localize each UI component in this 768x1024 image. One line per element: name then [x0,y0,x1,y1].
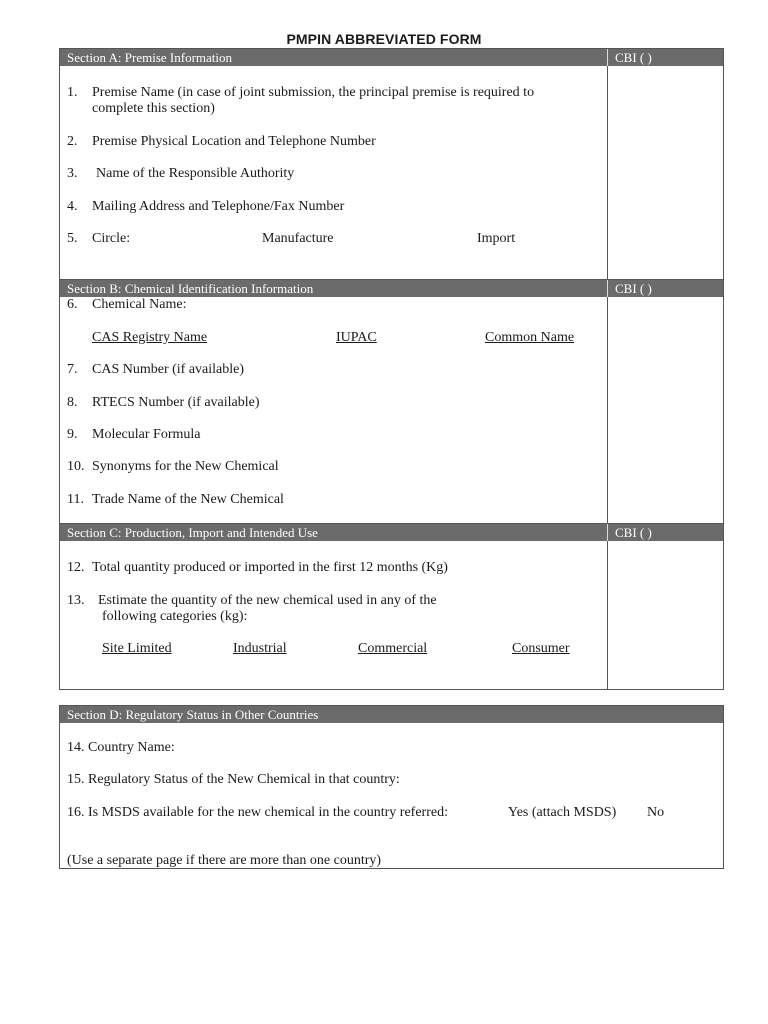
section-d [59,705,724,869]
item-15-regulatory-status: 15. Regulatory Status of the New Chemical in that country: [67,772,400,787]
option-import[interactable]: Import [477,231,516,246]
item-13-estimate-cont: following categories (kg): [102,609,248,624]
item-10-number: 10. [67,459,85,474]
section-a-cbi[interactable]: CBI ( ) [615,50,652,65]
item-9-molecular-formula: Molecular Formula [92,427,201,442]
cbi-column-divider [607,297,608,523]
item-13-number: 13. [67,593,85,608]
section-b-title: Section B: Chemical Identification Information [67,281,314,296]
item-1-premise-name-cont: complete this section) [92,101,215,116]
item-10-synonyms: Synonyms for the New Chemical [92,459,279,474]
item-7-number: 7. [67,362,78,377]
option-manufacture[interactable]: Manufacture [262,231,334,246]
section-c-title: Section C: Production, Import and Intended Use [67,525,318,540]
category-industrial[interactable]: Industrial [233,641,287,656]
item-3-responsible-authority: Name of the Responsible Authority [96,166,295,181]
item-3-number: 3. [67,166,78,181]
item-9-number: 9. [67,427,78,442]
category-consumer[interactable]: Consumer [512,641,570,656]
item-2-number: 2. [67,134,78,149]
header-divider [607,49,608,66]
form-title: PMPIN ABBREVIATED FORM [286,31,482,47]
item-4-mailing-address: Mailing Address and Telephone/Fax Number [92,199,345,214]
item-6-number: 6. [67,297,78,312]
item-2-location: Premise Physical Location and Telephone Number [92,134,376,149]
section-c-header [60,524,723,541]
category-site-limited[interactable]: Site Limited [102,641,172,656]
category-commercial[interactable]: Commercial [358,641,428,656]
item-11-number: 11. [67,492,84,507]
section-b [59,279,724,524]
option-no[interactable]: No [647,805,665,820]
section-a-header [60,49,723,66]
item-14-country-name: 14. Country Name: [67,740,175,755]
section-a-title: Section A: Premise Information [67,50,233,65]
item-16-msds-available: 16. Is MSDS available for the new chemical in the country referred: [67,805,448,820]
item-11-trade-name: Trade Name of the New Chemical [92,492,284,507]
item-13-estimate: Estimate the quantity of the new chemical used in any of the [98,593,437,608]
section-c-cbi[interactable]: CBI ( ) [615,525,652,540]
item-12-total-quantity: Total quantity produced or imported in the first 12 months (Kg) [92,560,448,575]
item-4-number: 4. [67,199,78,214]
section-b-header [60,280,723,297]
separate-page-note: (Use a separate page if there are more than one country) [67,853,382,868]
section-c [59,523,724,690]
cbi-column-divider [607,66,608,279]
cbi-column-divider [607,541,608,689]
option-cas-registry-name[interactable]: CAS Registry Name [92,330,208,345]
item-5-circle-label: Circle: [92,231,131,246]
option-common-name[interactable]: Common Name [485,330,575,345]
section-a [59,48,724,280]
option-yes-attach-msds[interactable]: Yes (attach MSDS) [508,805,617,820]
header-divider [607,524,608,541]
option-iupac[interactable]: IUPAC [336,330,377,345]
item-1-premise-name: Premise Name (in case of joint submission, the principal premise is required to [92,85,535,100]
item-8-rtecs-number: RTECS Number (if available) [92,395,260,410]
item-12-number: 12. [67,560,85,575]
header-divider [607,280,608,297]
item-5-number: 5. [67,231,78,246]
section-d-title: Section D: Regulatory Status in Other Countries [67,707,319,722]
section-d-header [60,706,723,723]
item-8-number: 8. [67,395,78,410]
item-1-number: 1. [67,85,78,100]
section-b-cbi[interactable]: CBI ( ) [615,281,652,296]
item-6-chemical-name: Chemical Name: [92,297,187,312]
item-7-cas-number: CAS Number (if available) [92,362,245,377]
